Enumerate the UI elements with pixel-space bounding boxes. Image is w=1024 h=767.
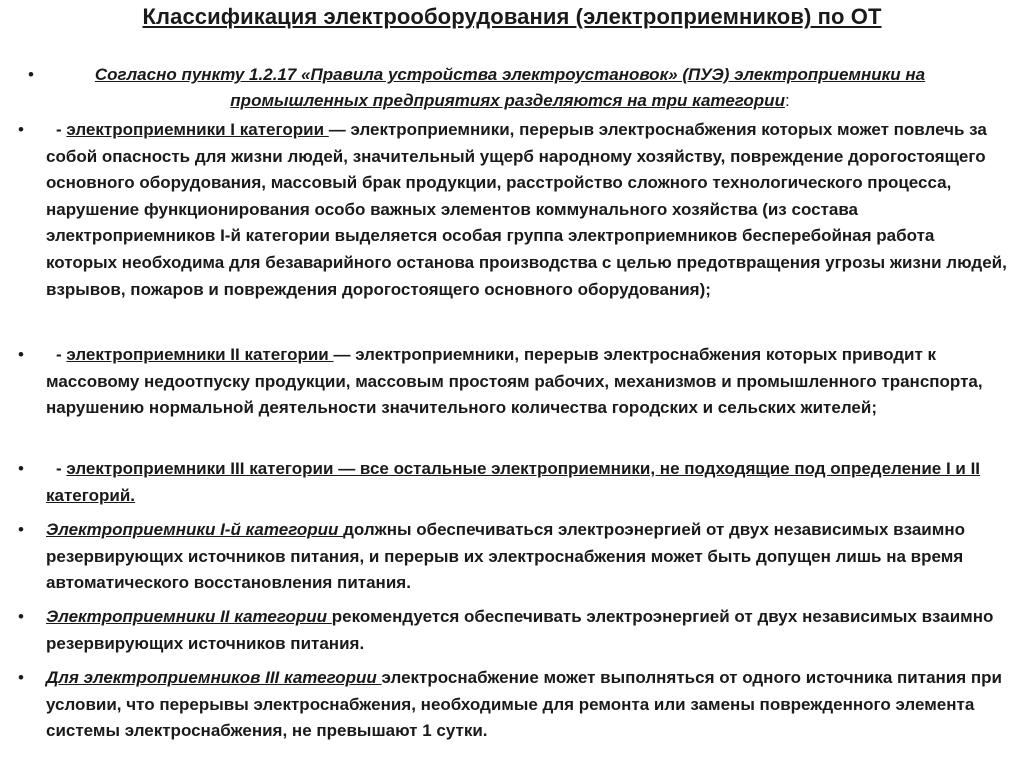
bullet-marker: • [18,520,24,539]
bullet-marker: • [18,345,24,364]
item-text: рекомендуется обеспечивать электроэнергией от двух независимых взаимно резервирующих источников питания. [46,607,994,653]
item-lead: Для электроприемников III категории [46,668,382,687]
bullet-marker: • [18,120,24,139]
item-text: — электроприемники, перерыв электроснабжения которых приводит к массовому недоотпуску продукции, массовым простоям рабочих, механизмов и промышленного транспорта, нарушению нормальной деятельности значительного количества городских и сельских жителей; [46,345,983,418]
bullet-marker: • [18,668,24,687]
intro-paragraph [60,62,960,114]
item-term: электроприемники I категории [66,120,329,139]
item-term: электроприемники II категории [66,345,334,364]
item-dash: - [56,345,67,364]
item-term: электроприемники III категории [66,459,339,478]
intro-colon: : [784,91,790,110]
bullet-marker: • [18,459,24,478]
bullet-marker: • [18,607,24,626]
list-item-category-1 [46,117,1010,303]
list-item-category-3 [46,456,1010,509]
list-item-supply-category-1 [46,517,1010,597]
item-text: — все остальные электроприемники, не подходящие под определение I и II категорий. [46,459,981,505]
list-item-supply-category-2 [46,604,1010,657]
item-lead: Электроприемники II категории [46,607,332,626]
item-dash: - [56,120,67,139]
bullet-marker: • [28,65,34,84]
item-text: должны обеспечиваться электроэнергией от двух независимых взаимно резервирующих источников питания, и перерыв их электроснабжения может быть допущен лишь на время автоматического восстановления питания. [46,520,965,593]
page-title: Классификация электрооборудования (электроприемников) по ОТ [142,4,882,29]
intro-text: Согласно пункту 1.2.17 «Правила устройства электроустановок» (ПУЭ) электроприемники на промышленных предприятиях разделяются на три категории [94,65,926,110]
list-item-supply-category-3 [46,665,1010,745]
item-lead: Электроприемники I-й категории [46,520,344,539]
item-text: — электроприемники, перерыв электроснабжения которых может повлечь за собой опасность для жизни людей, значительный ущерб народному хозяйству, повреждение дорогостоящего основного оборудования, массовый брак продукции, расстройство сложного технологического процесса, нарушение функционирования особо важных элементов коммунального хозяйства (из состава электроприемников I-й категории выделяется особая группа электроприемников бесперебойная работа которых необходима для безаварийного останова производства с целью предотвращения угрозы жизни людей, взрывов, пожаров и повреждения дорогостоящего основного оборудования); [46,120,1007,299]
item-text: электроснабжение может выполняться от одного источника питания при условии, что перерывы электроснабжения, необходимые для ремонта или замены поврежденного элемента системы электроснабжения, не превышают 1 сутки. [46,668,1002,741]
list-item-category-2 [46,342,1010,422]
item-dash: - [56,459,67,478]
